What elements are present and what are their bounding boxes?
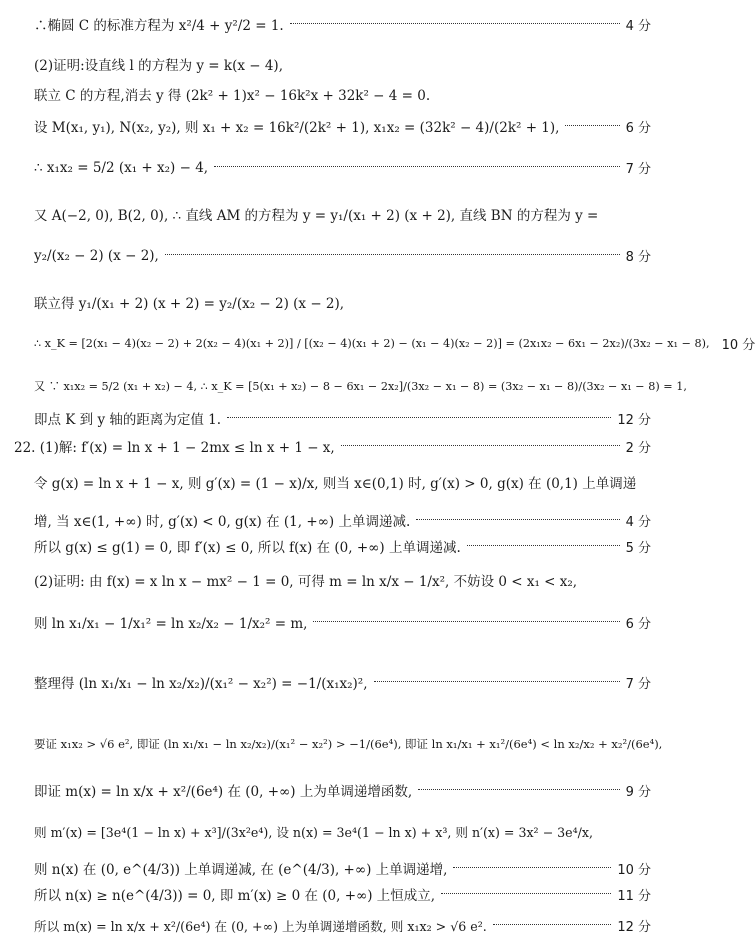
line-22: 则 n(x) 在 (0, e^(4/3)) 上单调递减, 在 (e^(4/3), +∞) 上单调递增, 10 分	[34, 858, 651, 878]
line-12: 22. (1)解: f′(x) = ln x + 1 − 2mx ≤ ln x + 1 − x, 2 分	[14, 436, 651, 456]
leader-dots	[341, 445, 620, 446]
leader-dots	[290, 23, 620, 24]
score-label: 2 分	[625, 440, 651, 456]
leader-dots	[227, 417, 611, 418]
leader-dots	[313, 621, 619, 622]
leader-dots	[214, 166, 619, 167]
line-6: 又 A(−2, 0), B(2, 0), ∴ 直线 AM 的方程为 y = y₁/(x₁ + 2) (x + 2), 直线 BN 的方程为 y =	[34, 208, 599, 224]
score-label: 8 分	[625, 250, 651, 265]
leader-dots	[441, 893, 611, 894]
line-14: 增, 当 x∈(1, +∞) 时, g′(x) < 0, g(x) 在 (1, +∞) 上单调递减. 4 分	[34, 510, 651, 530]
leader-dots	[374, 681, 620, 682]
score-label: 4 分	[625, 514, 651, 530]
line-2: (2)证明:设直线 l 的方程为 y = k(x − 4),	[34, 58, 283, 74]
score-label: 4 分	[625, 18, 651, 34]
score-label: 6 分	[625, 120, 651, 136]
score-label: 9 分	[625, 784, 651, 800]
score-label: 5 分	[625, 540, 651, 556]
line-10: 又 ∵ x₁x₂ = 5/2 (x₁ + x₂) − 4, ∴ x_K = [5(x₁ + x₂) − 8 − 6x₁ − 2x₂]/(3x₂ − x₁ − 8) = (3x₂ − x₁ − 8)/(3x₂ − x₁ − 8) = 1,	[34, 380, 687, 393]
leader-dots	[565, 125, 619, 126]
line-7: y₂/(x₂ − 2) (x − 2), 8 分	[34, 247, 651, 265]
line-15: 所以 g(x) ≤ g(1) = 0, 即 f′(x) ≤ 0, 所以 f(x) 在 (0, +∞) 上单调递减. 5 分	[34, 536, 651, 556]
line-1: ∴椭圆 C 的标准方程为 x²/4 + y²/2 = 1. 4 分	[34, 14, 651, 34]
line-16: (2)证明: 由 f(x) = x ln x − mx² − 1 = 0, 可得 m = ln x/x − 1/x², 不妨设 0 < x₁ < x₂,	[34, 574, 578, 590]
line-18: 整理得 (ln x₁/x₁ − ln x₂/x₂)/(x₁² − x₂²) = −1/(x₁x₂)², 7 分	[34, 672, 651, 692]
score-label: 10 分	[721, 338, 755, 353]
leader-dots	[493, 924, 612, 925]
line-4: 设 M(x₁, y₁), N(x₂, y₂), 则 x₁ + x₂ = 16k²/(2k² + 1), x₁x₂ = (32k² − 4)/(2k² + 1), 6 分	[34, 116, 651, 136]
score-label: 10 分	[617, 862, 651, 878]
score-label: 7 分	[625, 676, 651, 692]
score-label: 11 分	[617, 888, 651, 904]
score-label: 7 分	[625, 162, 651, 177]
line-11: 即点 K 到 y 轴的距离为定值 1. 12 分	[34, 408, 651, 428]
line-20: 即证 m(x) = ln x/x + x²/(6e⁴) 在 (0, +∞) 上为单调递增函数, 9 分	[34, 780, 651, 800]
leader-dots	[467, 545, 620, 546]
line-3: 联立 C 的方程,消去 y 得 (2k² + 1)x² − 16k²x + 32k² − 4 = 0.	[34, 88, 431, 104]
line-9: ∴ x_K = [2(x₁ − 4)(x₂ − 2) + 2(x₂ − 4)(x₁ + 2)] / [(x₂ − 4)(x₁ + 2) − (x₁ − 4)(x₂ − 2)] = (2x₁x₂ − 6x₁ − 2x₂)/(3x₂ − x₁ − 8), 10 分	[34, 334, 651, 353]
line-5: ∴ x₁x₂ = 5/2 (x₁ + x₂) − 4, 7 分	[34, 159, 651, 177]
line-8: 联立得 y₁/(x₁ + 2) (x + 2) = y₂/(x₂ − 2) (x − 2),	[34, 296, 345, 312]
line-23: 所以 n(x) ≥ n(e^(4/3)) = 0, 即 m′(x) ≥ 0 在 (0, +∞) 上恒成立, 11 分	[34, 884, 651, 904]
leader-dots	[453, 867, 611, 868]
leader-dots	[416, 519, 619, 520]
line-24: 所以 m(x) = ln x/x + x²/(6e⁴) 在 (0, +∞) 上为单调递增函数, 则 x₁x₂ > √6 e². 12 分	[34, 916, 651, 935]
line-17: 则 ln x₁/x₁ − 1/x₁² = ln x₂/x₂ − 1/x₂² = m, 6 分	[34, 612, 651, 632]
line-21: 则 m′(x) = [3e⁴(1 − ln x) + x³]/(3x²e⁴), 设 n(x) = 3e⁴(1 − ln x) + x³, 则 n′(x) = 3x² − 3e⁴/x,	[34, 825, 594, 840]
score-label: 6 分	[625, 616, 651, 632]
leader-dots	[165, 254, 620, 255]
score-label: 12 分	[617, 412, 651, 428]
score-label: 12 分	[617, 920, 651, 935]
leader-dots	[418, 789, 619, 790]
line-19: 要证 x₁x₂ > √6 e², 即证 (ln x₁/x₁ − ln x₂/x₂)/(x₁² − x₂²) > −1/(6e⁴), 即证 ln x₁/x₁ + x₁²/(6e⁴) < ln x₂/x₂ + x₂²/(6e⁴),	[34, 737, 663, 751]
line-13: 令 g(x) = ln x + 1 − x, 则 g′(x) = (1 − x)/x, 则当 x∈(0,1) 时, g′(x) > 0, g(x) 在 (0,1) 上单调递	[34, 476, 637, 492]
